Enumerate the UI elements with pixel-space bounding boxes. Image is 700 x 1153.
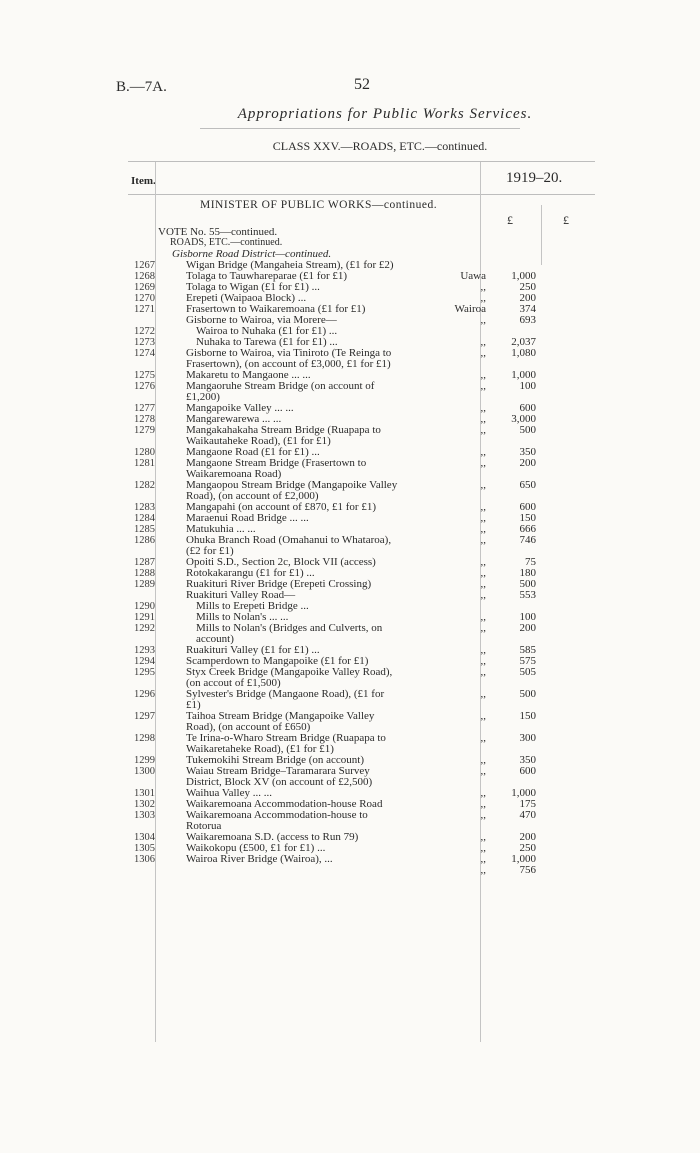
pound-column-2: £	[563, 213, 569, 227]
item-number: 1279	[134, 425, 155, 436]
item-amount: 575	[519, 655, 536, 667]
item-number: 1289	[134, 579, 155, 590]
item-amount: 650	[519, 479, 536, 491]
item-amount: 1,000	[511, 270, 536, 282]
item-locality: ,,	[480, 292, 486, 304]
item-amount: 3,000	[511, 413, 536, 425]
item-locality: ,,	[480, 457, 486, 469]
item-description: Mangapoike Valley ... ...	[186, 402, 294, 414]
item-number: 1292	[134, 623, 155, 634]
item-locality: ,,	[480, 402, 486, 414]
item-number: 1302	[134, 799, 155, 810]
item-amount: 150	[519, 512, 536, 524]
page-title: Appropriations for Public Works Services.	[237, 106, 533, 122]
item-amount: 1,000	[511, 369, 536, 381]
item-number: 1297	[134, 711, 155, 722]
item-number: 1276	[134, 381, 155, 392]
item-locality: ,,	[480, 534, 486, 546]
item-amount: 693	[519, 314, 536, 326]
item-number: 1291	[134, 612, 155, 623]
item-number: 1304	[134, 832, 155, 843]
item-amount: 100	[519, 380, 536, 392]
item-amount: 600	[519, 501, 536, 513]
section-minister: MINISTER OF PUBLIC WORKS—continued.	[200, 199, 438, 211]
item-amount: 175	[519, 798, 536, 810]
item-amount: 600	[519, 402, 536, 414]
vote-heading: VOTE No. 55—continued.	[158, 226, 278, 238]
item-description: Waiau Stream Bridge–Taramarara Survey District, Block XV (on account of £2,500)	[186, 765, 373, 788]
item-locality: ,,	[480, 556, 486, 568]
item-description: Mills to Nolan's (Bridges and Culverts, on account)	[196, 622, 383, 645]
item-amount: 746	[519, 534, 536, 546]
item-locality: ,,	[480, 578, 486, 590]
item-locality: ,,	[480, 864, 486, 876]
item-locality: Uawa	[460, 270, 486, 282]
item-number: 1298	[134, 733, 155, 744]
district-heading: Gisborne Road District—continued.	[172, 248, 332, 260]
item-locality: ,,	[480, 413, 486, 425]
item-locality: ,,	[480, 589, 486, 601]
item-description: Gisborne to Wairoa, via Morere—	[186, 314, 337, 326]
item-number: 1270	[134, 293, 155, 304]
item-description: Ohuka Branch Road (Omahanui to Whataroa), (£2 for £1)	[186, 534, 392, 557]
pound-column-1: £	[507, 213, 513, 227]
item-description: Erepeti (Waipaoa Block) ...	[186, 292, 307, 304]
item-number: 1288	[134, 568, 155, 579]
item-number: 1296	[134, 689, 155, 700]
item-locality: ,,	[480, 446, 486, 458]
item-number: 1282	[134, 480, 155, 491]
item-number: 1300	[134, 766, 155, 777]
item-description: Tolaga to Tauwhareparae (£1 for £1)	[186, 270, 348, 282]
item-locality: ,,	[480, 611, 486, 623]
item-amount: 180	[519, 567, 536, 579]
item-description: Mills to Nolan's ... ...	[196, 611, 289, 623]
item-amount: 1,080	[511, 347, 536, 359]
item-amount: 470	[519, 809, 536, 821]
item-description: Wigan Bridge (Mangaheia Stream), (£1 for £2)	[186, 259, 394, 271]
item-amount: 600	[519, 765, 536, 777]
item-description: Waihua Valley ... ...	[186, 787, 272, 799]
item-description: Te Irina-o-Wharo Stream Bridge (Ruapapa to Waikaretaheke Road), (£1 for £1)	[186, 732, 386, 755]
item-locality: ,,	[480, 787, 486, 799]
item-amount: 505	[519, 666, 536, 678]
item-number: 1295	[134, 667, 155, 678]
item-number: 1285	[134, 524, 155, 535]
item-amount: 200	[519, 622, 536, 634]
item-description: Waikaremoana Accommodation-house to Rotorua	[186, 809, 368, 832]
item-number: 1299	[134, 755, 155, 766]
item-amount: 200	[519, 292, 536, 304]
item-description: Mills to Erepeti Bridge ...	[196, 600, 309, 612]
item-locality: ,,	[480, 754, 486, 766]
item-column-header: Item.	[131, 175, 156, 187]
item-number: 1283	[134, 502, 155, 513]
item-description: Taihoa Stream Bridge (Mangapoike Valley Road), (on account of £650)	[186, 710, 375, 733]
item-description: Makaretu to Mangaone ... ...	[186, 369, 311, 381]
item-locality: ,,	[480, 380, 486, 392]
item-description: Maraenui Road Bridge ... ...	[186, 512, 309, 524]
item-description: Scamperdown to Mangapoike (£1 for £1)	[186, 655, 369, 667]
item-locality: ,,	[480, 853, 486, 865]
item-amount: 374	[519, 303, 536, 315]
item-description: Sylvester's Bridge (Mangaone Road), (£1 for £1)	[186, 688, 385, 711]
item-locality: ,,	[480, 655, 486, 667]
item-description: Mangarewarewa ... ...	[186, 413, 282, 425]
item-description: Tolaga to Wigan (£1 for £1) ...	[186, 281, 320, 293]
item-description: Waikaremoana S.D. (access to Run 79)	[186, 831, 359, 843]
item-description: Ruakituri Valley (£1 for £1) ...	[186, 644, 320, 656]
item-amount: 350	[519, 754, 536, 766]
item-locality: ,,	[480, 347, 486, 359]
page-number: 52	[354, 76, 370, 93]
item-locality: ,,	[480, 732, 486, 744]
item-amount: 250	[519, 842, 536, 854]
item-locality: ,,	[480, 424, 486, 436]
item-description: Mangaopou Stream Bridge (Mangapoike Valley Road), (on account of £2,000)	[186, 479, 398, 502]
item-description: Opoiti S.D., Section 2c, Block VII (access)	[186, 556, 376, 568]
item-number: 1294	[134, 656, 155, 667]
item-amount: 585	[519, 644, 536, 656]
item-amount: 500	[519, 424, 536, 436]
item-locality: ,,	[480, 688, 486, 700]
item-amount: 350	[519, 446, 536, 458]
table-top-rule	[128, 161, 595, 162]
item-description: Wairoa to Nuhaka (£1 for £1) ...	[196, 325, 338, 337]
item-description: Mangaone Road (£1 for £1) ...	[186, 446, 320, 458]
table-row	[0, 315, 700, 326]
item-amount: 200	[519, 457, 536, 469]
item-amount: 300	[519, 732, 536, 744]
item-amount: 150	[519, 710, 536, 722]
item-number: 1284	[134, 513, 155, 524]
item-locality: ,,	[480, 567, 486, 579]
roads-heading: ROADS, ETC.—continued.	[170, 237, 283, 248]
item-locality: ,,	[480, 765, 486, 777]
year-column-header: 1919–20.	[506, 170, 563, 186]
item-amount: 500	[519, 688, 536, 700]
item-number: 1280	[134, 447, 155, 458]
item-number: 1287	[134, 557, 155, 568]
item-number: 1303	[134, 810, 155, 821]
table-row	[0, 853, 700, 876]
item-description: Ruakituri River Bridge (Erepeti Crossing)	[186, 578, 372, 590]
item-amount: 250	[519, 281, 536, 293]
item-locality: ,,	[480, 281, 486, 293]
item-locality: ,,	[480, 369, 486, 381]
item-description: Nuhaka to Tarewa (£1 for £1) ...	[196, 336, 338, 348]
item-amount: 666	[519, 523, 536, 535]
item-locality: ,,	[480, 314, 486, 326]
appropriation-table	[0, 259, 700, 876]
item-locality: ,,	[480, 523, 486, 535]
item-locality: ,,	[480, 644, 486, 656]
item-number: 1272	[134, 326, 155, 337]
item-description: Styx Creek Bridge (Mangapoike Valley Road), (on accout of £1,500)	[186, 666, 393, 689]
item-amount: 553	[519, 589, 536, 601]
item-number: 1274	[134, 348, 155, 359]
item-description: Tukemokihi Stream Bridge (on account)	[186, 754, 365, 766]
title-rule	[200, 128, 520, 129]
item-description: Waikaremoana Accommodation-house Road	[186, 798, 383, 810]
item-amount: 1,000	[511, 787, 536, 799]
item-amount: 500	[519, 578, 536, 590]
item-description: Mangapahi (on account of £870, £1 for £1)	[186, 501, 377, 513]
item-locality: ,,	[480, 512, 486, 524]
item-description: Ruakituri Valley Road—	[186, 589, 296, 601]
item-number: 1305	[134, 843, 155, 854]
table-row	[0, 590, 700, 601]
item-number: 1268	[134, 271, 155, 282]
item-locality: ,,	[480, 336, 486, 348]
item-amount: 200	[519, 831, 536, 843]
item-amount: 1,000	[511, 853, 536, 865]
item-locality: ,,	[480, 710, 486, 722]
item-locality: ,,	[480, 479, 486, 491]
item-number: 1301	[134, 788, 155, 799]
item-number: 1273	[134, 337, 155, 348]
item-description: Waikokopu (£500, £1 for £1) ...	[186, 842, 326, 854]
item-number: 1281	[134, 458, 155, 469]
item-description: Mangaone Stream Bridge (Frasertown to Waikaremoana Road)	[186, 457, 367, 480]
item-locality: ,,	[480, 501, 486, 513]
item-description: Mangaoruhe Stream Bridge (on account of £1,200)	[186, 380, 375, 403]
item-number: 1269	[134, 282, 155, 293]
item-number: 1293	[134, 645, 155, 656]
item-description: Rotokakarangu (£1 for £1) ...	[186, 567, 315, 579]
item-description: Mangakahakaha Stream Bridge (Ruapapa to Waikautaheke Road), (£1 for £1)	[186, 424, 381, 447]
item-number: 1271	[134, 304, 155, 315]
item-number: 1275	[134, 370, 155, 381]
item-description: Matukuhia ... ...	[186, 523, 256, 535]
item-amount: 75	[525, 556, 536, 568]
item-amount: 756	[519, 864, 536, 876]
item-locality: Wairoa	[454, 303, 486, 315]
item-description: Gisborne to Wairoa, via Tiniroto (Te Reinga to Frasertown), (on account of £3,000, £1 for £1)	[186, 347, 392, 370]
item-locality: ,,	[480, 666, 486, 678]
year-rule	[128, 194, 595, 195]
item-number: 1277	[134, 403, 155, 414]
item-description: Frasertown to Waikaremoana (£1 for £1)	[186, 303, 366, 315]
item-number: 1290	[134, 601, 155, 612]
item-amount: 2,037	[511, 336, 536, 348]
item-description: Wairoa River Bridge (Wairoa), ...	[186, 853, 333, 865]
item-number: 1278	[134, 414, 155, 425]
item-number: 1286	[134, 535, 155, 546]
item-locality: ,,	[480, 809, 486, 821]
item-locality: ,,	[480, 831, 486, 843]
class-heading: CLASS XXV.—ROADS, ETC.—continued.	[272, 139, 488, 153]
item-locality: ,,	[480, 798, 486, 810]
item-locality: ,,	[480, 622, 486, 634]
item-number: 1306	[134, 854, 155, 865]
item-amount: 100	[519, 611, 536, 623]
pound-column-divider	[541, 205, 542, 265]
item-locality: ,,	[480, 842, 486, 854]
document-reference: B.—7A.	[116, 79, 167, 95]
item-number: 1267	[134, 260, 155, 271]
